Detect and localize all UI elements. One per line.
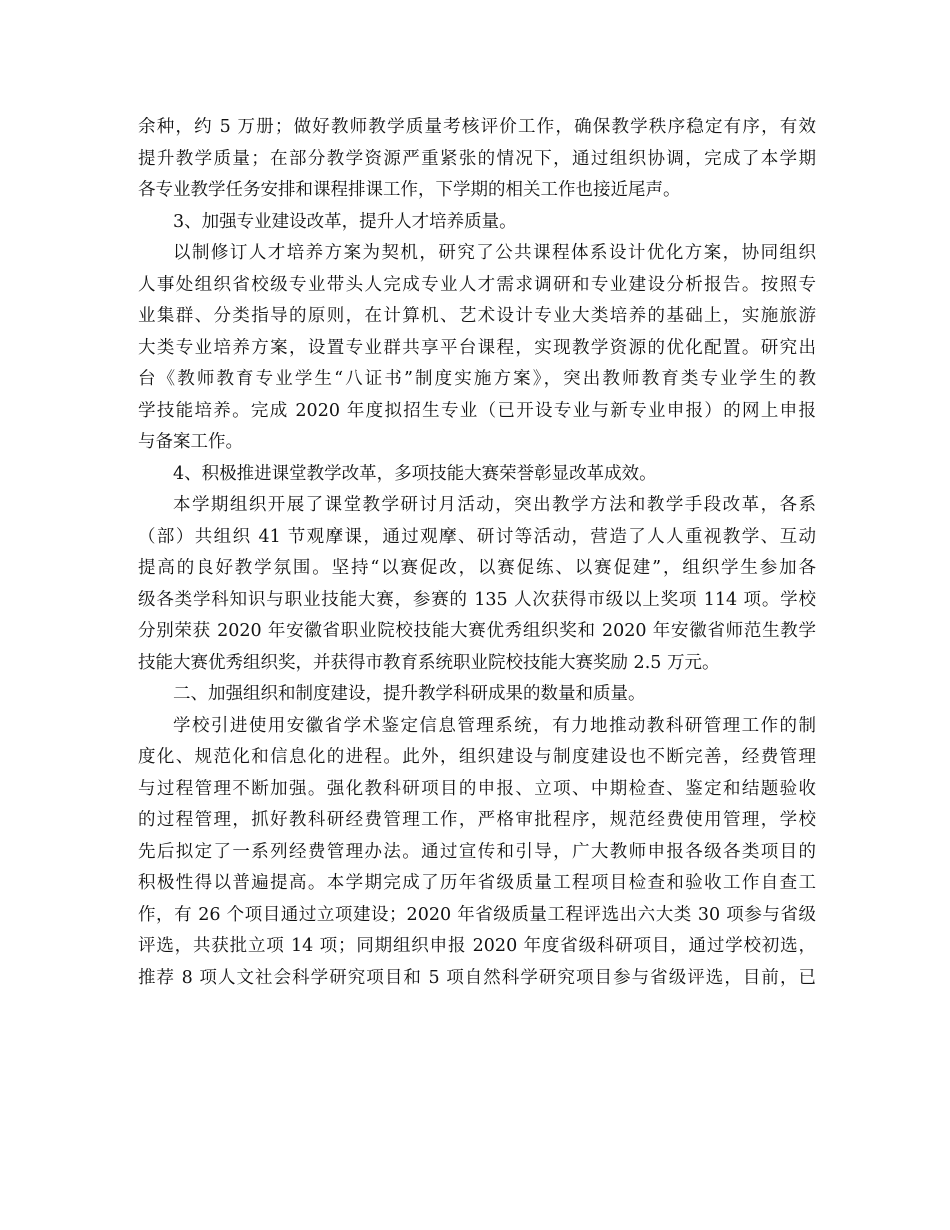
paragraph-first-line: 4、积极推进课堂教学改革，多项技能大赛荣誉彰显改革成效。 xyxy=(173,463,657,484)
paragraph-line: 提高的良好教学氛围。坚持“以赛促改，以赛促练、以赛促建”，组织学生参加各 xyxy=(138,558,816,578)
paragraph-line: 积极性得以普遍提高。本学期完成了历年省级质量工程项目检查和验收工作自查工 xyxy=(138,873,816,893)
paragraph-line: 与过程管理不断加强。强化教科研项目的申报、立项、中期检查、鉴定和结题验收 xyxy=(138,778,816,799)
paragraph-line: 业集群、分类指导的原则，在计算机、艺术设计专业大类培养的基础上，实施旅游 xyxy=(138,306,816,326)
paragraph-line: 提升教学质量；在部分教学资源严重紧张的情况下，通过组织协调，完成了本学期 xyxy=(138,148,816,169)
paragraph-line: 度化、规范化和信息化的进程。此外，组织建设与制度建设也不断完善，经费管理 xyxy=(138,747,816,767)
paragraph-line: 余种，约 5 万册；做好教师教学质量考核评价工作，确保教学秩序稳定有序，有效 xyxy=(138,117,816,137)
paragraph-line: （部）共组织 41 节观摩课，通过观摩、研讨等活动，营造了人人重视教学、互动 xyxy=(138,526,816,547)
paragraph-line: 的过程管理，抓好教科研经费管理工作，严格审批程序，规范经费使用管理，学校 xyxy=(138,810,816,830)
document-page xyxy=(138,112,816,994)
paragraph-line: 分别荣获 2020 年安徽省职业院校技能大赛优秀组织奖和 2020 年安徽省师范生教学 xyxy=(138,621,816,641)
paragraph-first-line: 以制修订人才培养方案为契机，研究了公共课程体系设计优化方案，协同组织 xyxy=(173,243,816,263)
paragraph-line: 推荐 8 项人文社会科学研究项目和 5 项自然科学研究项目参与省级评选，目前，已 xyxy=(138,967,816,988)
paragraph-line: 级各类学科知识与职业技能大赛，参赛的 135 人次获得市级以上奖项 114 项。学校 xyxy=(138,589,816,610)
paragraph-first-line: 二、加强组织和制度建设，提升教学科研成果的数量和质量。 xyxy=(173,684,646,704)
paragraph-first-line: 3、加强专业建设改革，提升人才培养质量。 xyxy=(173,211,517,232)
paragraph-first-line: 学校引进使用安徽省学术鉴定信息管理系统，有力地推动教科研管理工作的制 xyxy=(173,715,816,736)
paragraph-line: 作，有 26 个项目通过立项建设；2020 年省级质量工程评选出六大类 30 项参与省级 xyxy=(138,904,816,925)
paragraph-line: 学技能培养。完成 2020 年度拟招生专业（已开设专业与新专业申报）的网上申报 xyxy=(138,400,816,421)
paragraph-line: 台《教师教育专业学生“八证书”制度实施方案》，突出教师教育类专业学生的教 xyxy=(138,369,816,389)
paragraph-first-line: 本学期组织开展了课堂教学研讨月活动，突出教学方法和教学手段改革，各系 xyxy=(173,495,816,515)
paragraph-line: 评选，共获批立项 14 项；同期组织申报 2020 年度省级科研项目，通过学校初选， xyxy=(138,936,816,956)
paragraph-line: 技能大赛优秀组织奖，并获得市教育系统职业院校技能大赛奖励 2.5 万元。 xyxy=(138,652,720,673)
paragraph-line: 先后拟定了一系列经费管理办法。通过宣传和引导，广大教师申报各级各类项目的 xyxy=(138,841,816,862)
paragraph-line: 与备案工作。 xyxy=(138,432,243,452)
paragraph-line: 各专业教学任务安排和课程排课工作，下学期的相关工作也接近尾声。 xyxy=(138,180,681,200)
paragraph-line: 人事处组织省校级专业带头人完成专业人才需求调研和专业建设分析报告。按照专 xyxy=(138,274,816,295)
paragraph-line: 大类专业培养方案，设置专业群共享平台课程，实现教学资源的优化配置。研究出 xyxy=(138,337,816,358)
